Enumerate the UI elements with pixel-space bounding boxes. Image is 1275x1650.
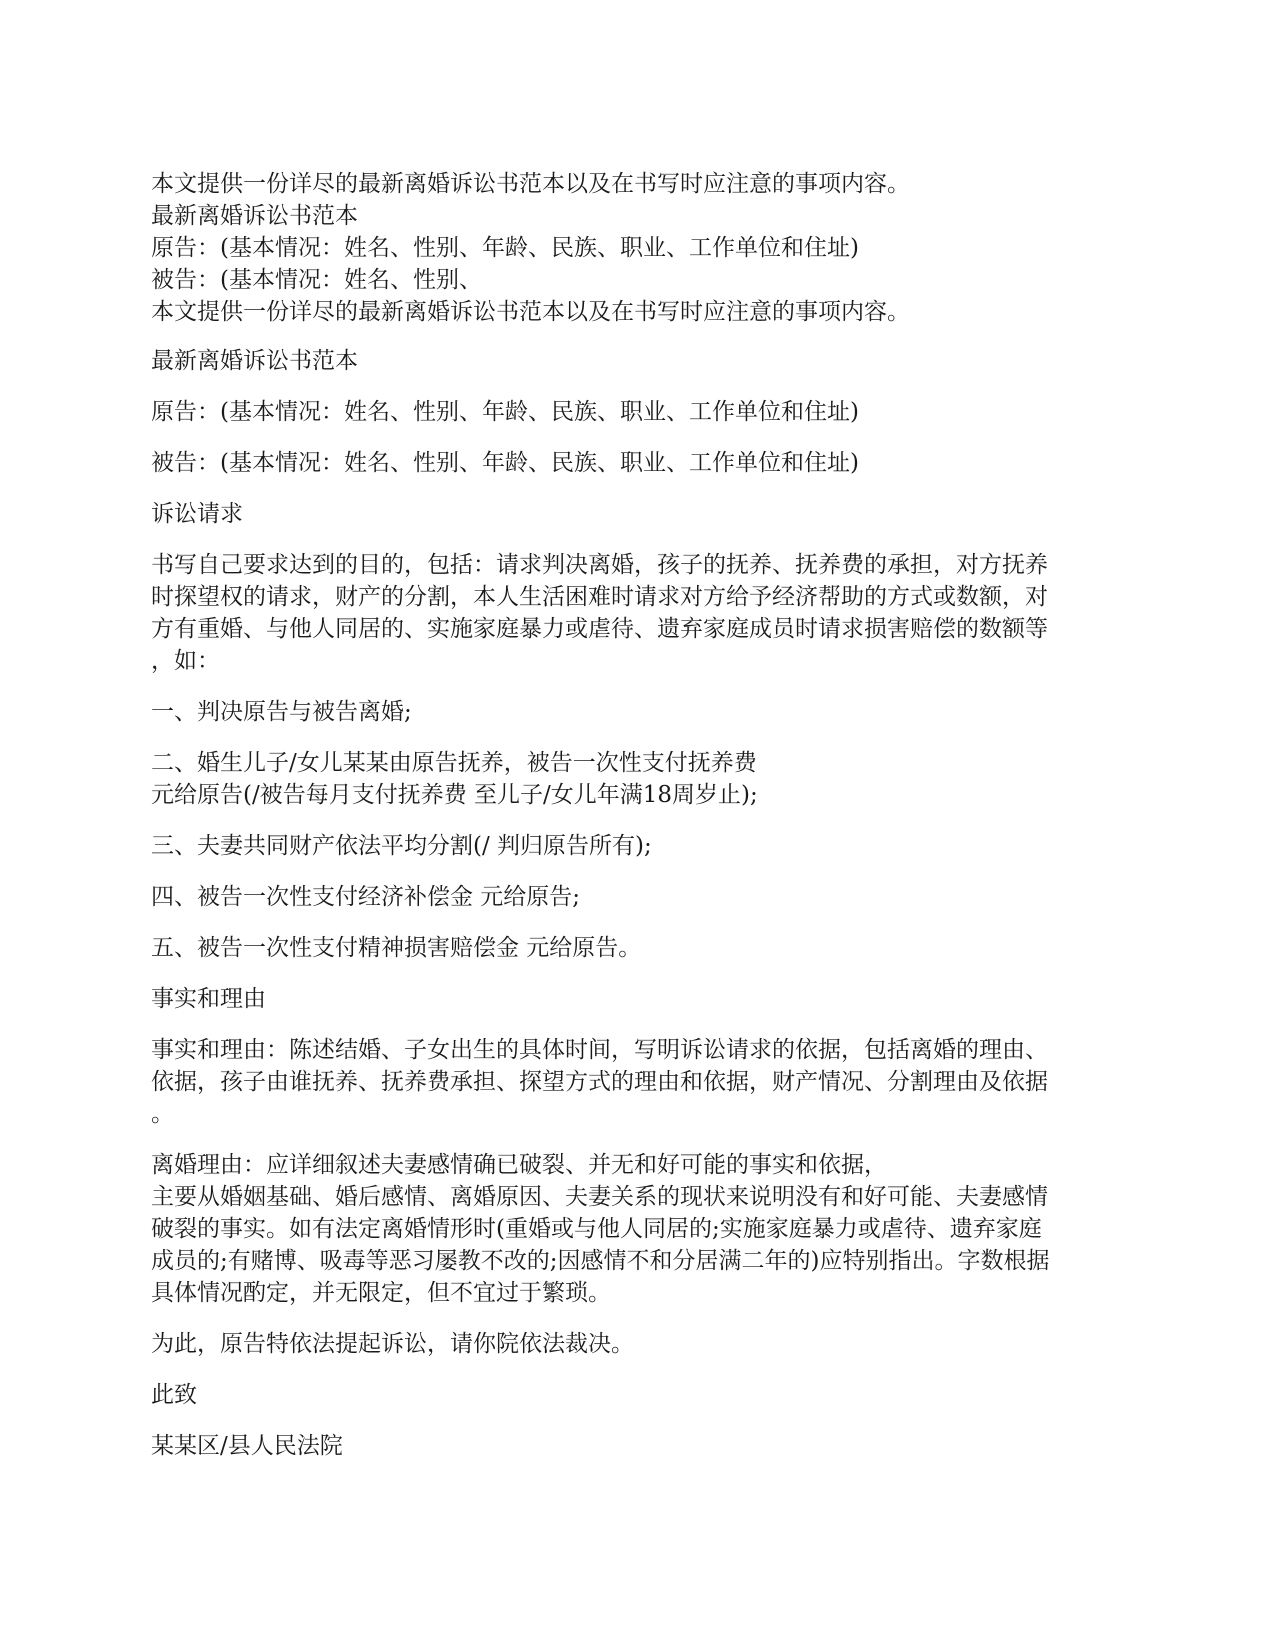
plaintiff-line: 原告：(基本情况：姓名、性别、年龄、民族、职业、工作单位和住址) — [151, 399, 859, 425]
summary-line: 最新离婚诉讼书范本 — [151, 203, 358, 229]
summary-line: 被告：(基本情况：姓名、性别、 — [151, 267, 482, 293]
claim-item-4: 四、被告一次性支付经济补偿金 元给原告; — [151, 884, 581, 910]
claims-intro: 书写自己要求达到的目的，包括：请求判决离婚，孩子的抚养、抚养费的承担，对方抚养 时探望权的请求，财产的分割，本人生活困难时请求对方给予经济帮助的方式或数额，对 方有重婚、与他人同居的、实施家庭暴力或虐待、遗弃家庭成员时请求损害赔偿的数额等 ，如： — [151, 552, 1048, 674]
template-title: 最新离婚诉讼书范本 — [151, 348, 358, 374]
document-page — [151, 168, 1131, 1481]
divorce-reasons-paragraph: 离婚理由：应详细叙述夫妻感情确已破裂、并无和好可能的事实和依据， 主要从婚姻基础、婚后感情、离婚原因、夫妻关系的现状来说明没有和好可能、夫妻感情 破裂的事实。如有法定离婚情形时(重婚或与他人同居的;实施家庭暴力或虐待、遗弃家庭 成员的;有赌博、吸毒等恶习屡教不改的;因感情不和分居满二年的)应特别指出。字数根据 具体情况酌定，并无限定，但不宜过于繁琐。 — [151, 1152, 1050, 1306]
claim-item-5: 五、被告一次性支付精神损害赔偿金 元给原告。 — [151, 935, 642, 961]
summary-line: 本文提供一份详尽的最新离婚诉讼书范本以及在书写时应注意的事项内容。 — [151, 171, 910, 197]
facts-heading: 事实和理由 — [151, 986, 266, 1012]
document-summary — [151, 168, 1131, 328]
claim-item-2: 二、婚生儿子/女儿某某由原告抚养，被告一次性支付抚养费 元给原告(/被告每月支付抚养费 至儿子/女儿年满18周岁止); — [151, 750, 758, 808]
summary-line: 原告：(基本情况：姓名、性别、年龄、民族、职业、工作单位和住址) — [151, 235, 859, 261]
claim-item-3: 三、夫妻共同财产依法平均分割(/ 判归原告所有); — [151, 833, 652, 859]
defendant-line: 被告：(基本情况：姓名、性别、年龄、民族、职业、工作单位和住址) — [151, 450, 859, 476]
summary-line: 本文提供一份详尽的最新离婚诉讼书范本以及在书写时应注意的事项内容。 — [151, 299, 910, 325]
salutation: 此致 — [151, 1382, 197, 1408]
claim-item-1: 一、判决原告与被告离婚; — [151, 699, 412, 725]
claims-heading: 诉讼请求 — [151, 501, 243, 527]
court-name: 某某区/县人民法院 — [151, 1433, 343, 1459]
conclusion: 为此，原告特依法提起诉讼，请你院依法裁决。 — [151, 1331, 634, 1357]
facts-paragraph: 事实和理由：陈述结婚、子女出生的具体时间，写明诉讼请求的依据，包括离婚的理由、 依据，孩子由谁抚养、抚养费承担、探望方式的理由和依据，财产情况、分割理由及依据 。 — [151, 1037, 1048, 1127]
